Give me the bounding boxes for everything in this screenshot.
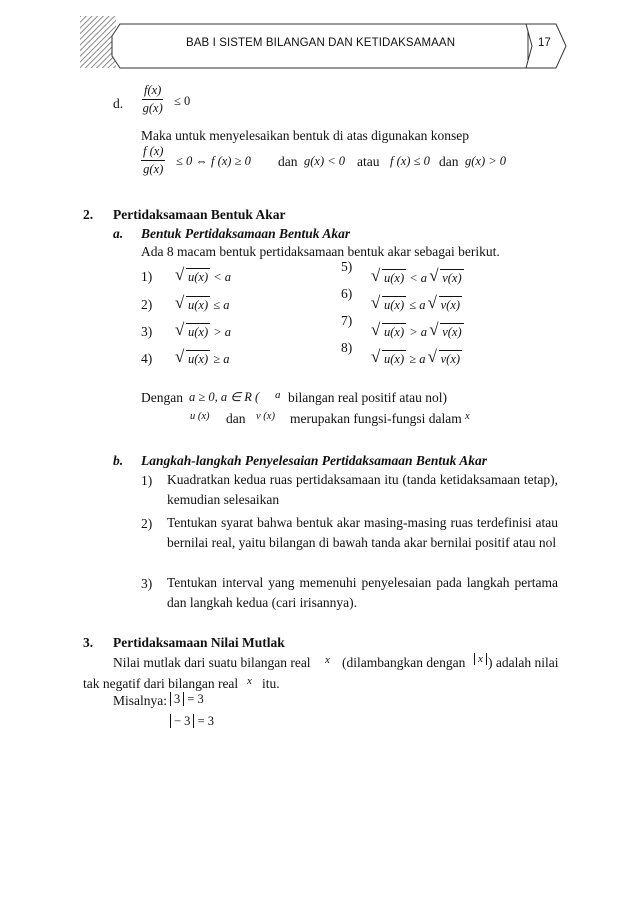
- form-6-expression: [372, 296, 462, 313]
- item-d-relation: ≤ 0: [174, 94, 191, 108]
- example-label: Misalnya:: [113, 693, 167, 708]
- form-8-number: 8): [341, 340, 353, 355]
- radical-sign: [372, 296, 406, 313]
- section-3-line2-b: itu.: [262, 676, 280, 691]
- note-a: a: [275, 389, 281, 401]
- form-8-expression: [372, 350, 462, 367]
- item-d-label: d.: [113, 96, 124, 111]
- note-condition: a ≥ 0, a ∈ R (: [189, 390, 260, 404]
- form-2-number: 2): [141, 297, 153, 312]
- form-7-number: 7): [341, 313, 353, 328]
- radical-sign: [430, 323, 463, 340]
- fraction-denominator: g(x): [143, 162, 164, 176]
- note2-and: dan: [226, 411, 246, 426]
- concept-condition-3: g(x) > 0: [465, 154, 507, 168]
- example-2: [170, 714, 214, 729]
- radical-sign: [372, 350, 406, 367]
- note2-v: v (x): [256, 411, 275, 422]
- step-1-number: 1): [141, 473, 153, 488]
- concept-fraction: [141, 144, 165, 177]
- relation: < a: [213, 270, 232, 284]
- radical-sign: [176, 350, 210, 367]
- relation: < a: [409, 271, 428, 285]
- note2-u: u (x): [190, 411, 210, 422]
- relation: ≥ a: [213, 352, 230, 366]
- item-d-fraction: [142, 83, 163, 116]
- form-3-number: 3): [141, 324, 153, 339]
- concept-condition-2: f (x) ≤ 0: [390, 154, 430, 168]
- radical-sign: [372, 269, 406, 286]
- form-1-expression: [176, 268, 231, 285]
- step-1-text: Kuadratkan kedua ruas pertidaksamaan itu (tanda ketidaksamaan tetap), kemudian selesaikan: [167, 472, 558, 507]
- relation: > a: [409, 325, 428, 339]
- subsection-a-title: Bentuk Pertidaksamaan Bentuk Akar: [141, 226, 351, 241]
- radicand: u(x): [188, 270, 209, 284]
- relation: ≤ a: [409, 298, 426, 312]
- example-1-rhs: = 3: [187, 692, 204, 706]
- section-3-line1-c: ) adalah nilai: [488, 655, 559, 670]
- concept-word-or: atau: [357, 154, 380, 169]
- absolute-value: − 3: [170, 714, 194, 728]
- subsection-b-title: Langkah-langkah Penyelesaian Pertidaksamaan Bentuk Akar: [141, 453, 488, 468]
- relation: > a: [213, 325, 232, 339]
- subsection-a-label: a.: [113, 226, 124, 241]
- radical-sign: [176, 296, 210, 313]
- form-4-number: 4): [141, 351, 153, 366]
- note-prefix: Dengan: [141, 390, 183, 405]
- subsection-a-intro: Ada 8 macam bentuk pertidaksamaan bentuk akar sebagai berikut.: [141, 244, 500, 259]
- subsection-b-label: b.: [113, 453, 124, 468]
- section-3-line1-b: (dilambangkan dengan: [342, 655, 466, 670]
- radical-sign: [176, 268, 210, 285]
- note-text: bilangan real positif atau nol): [288, 390, 447, 405]
- radicand: u(x): [384, 325, 405, 339]
- radicand: u(x): [384, 298, 405, 312]
- fraction-numerator: f (x): [141, 144, 165, 161]
- form-5-expression: [372, 269, 464, 286]
- section-3-line2-a: tak negatif dari bilangan real: [83, 676, 239, 691]
- note2-x: x: [465, 411, 470, 422]
- relation: ≥ a: [409, 352, 426, 366]
- absolute-value: x: [474, 653, 487, 665]
- form-4-expression: [176, 350, 230, 367]
- concept-word-and: dan: [278, 154, 298, 169]
- concept-relation: ≤ 0 ⇔ f (x) ≥ 0: [176, 154, 251, 168]
- radicand-2: v(x): [440, 352, 461, 366]
- radical-sign: [372, 323, 406, 340]
- page-number: 17: [538, 37, 551, 49]
- fraction-numerator: f(x): [142, 83, 163, 100]
- radicand: u(x): [188, 298, 209, 312]
- step-3-text: Tentukan interval yang memenuhi penyelesaian pada langkah pertama dan langkah kedua (cari irisannya).: [167, 575, 558, 610]
- item-d-intro: Maka untuk menyelesaikan bentuk di atas digunakan konsep: [141, 128, 470, 143]
- section-3-line1-abs: [474, 653, 487, 665]
- example-2-rhs: = 3: [197, 714, 214, 728]
- section-2-title: Pertidaksamaan Bentuk Akar: [113, 207, 286, 222]
- radicand: u(x): [188, 325, 209, 339]
- radicand: u(x): [188, 352, 209, 366]
- section-3-title: Pertidaksamaan Nilai Mutlak: [113, 635, 285, 650]
- absolute-value: 3: [170, 692, 184, 706]
- concept-condition-1: g(x) < 0: [304, 154, 346, 168]
- radical-sign: [430, 269, 463, 286]
- form-1-number: 1): [141, 269, 153, 284]
- radicand: u(x): [384, 352, 405, 366]
- step-2-text: Tentukan syarat bahwa bentuk akar masing-masing ruas terdefinisi atau bernilai real, yaitu bilangan di bawah tanda akar bernilai positif atau nol: [167, 515, 558, 550]
- form-5-number: 5): [341, 259, 353, 274]
- relation: ≤ a: [213, 298, 230, 312]
- step-2-number: 2): [141, 516, 153, 531]
- form-7-expression: [372, 323, 464, 340]
- radicand-2: v(x): [440, 298, 461, 312]
- radicand-2: v(x): [442, 271, 462, 285]
- fraction-denominator: g(x): [142, 101, 163, 115]
- radicand: u(x): [384, 271, 405, 285]
- radical-sign: [429, 350, 462, 367]
- radical-sign: [176, 323, 210, 340]
- step-3-number: 3): [141, 576, 153, 591]
- note2-text: merupakan fungsi-fungsi dalam: [290, 411, 462, 426]
- radical-sign: [429, 296, 462, 313]
- section-2-number: 2.: [83, 207, 94, 222]
- section-3-number: 3.: [83, 635, 94, 650]
- form-2-expression: [176, 296, 230, 313]
- form-6-number: 6): [341, 286, 353, 301]
- form-3-expression: [176, 323, 231, 340]
- section-3-line2-x: x: [247, 675, 252, 687]
- header-title: BAB I SISTEM BILANGAN DAN KETIDAKSAMAAN: [186, 37, 456, 49]
- section-3-line1-a: Nilai mutlak dari suatu bilangan real: [113, 655, 311, 670]
- concept-word-and-2: dan: [439, 154, 459, 169]
- radicand-2: v(x): [442, 325, 462, 339]
- example-1: [170, 692, 204, 707]
- section-3-line1-x: x: [325, 654, 330, 666]
